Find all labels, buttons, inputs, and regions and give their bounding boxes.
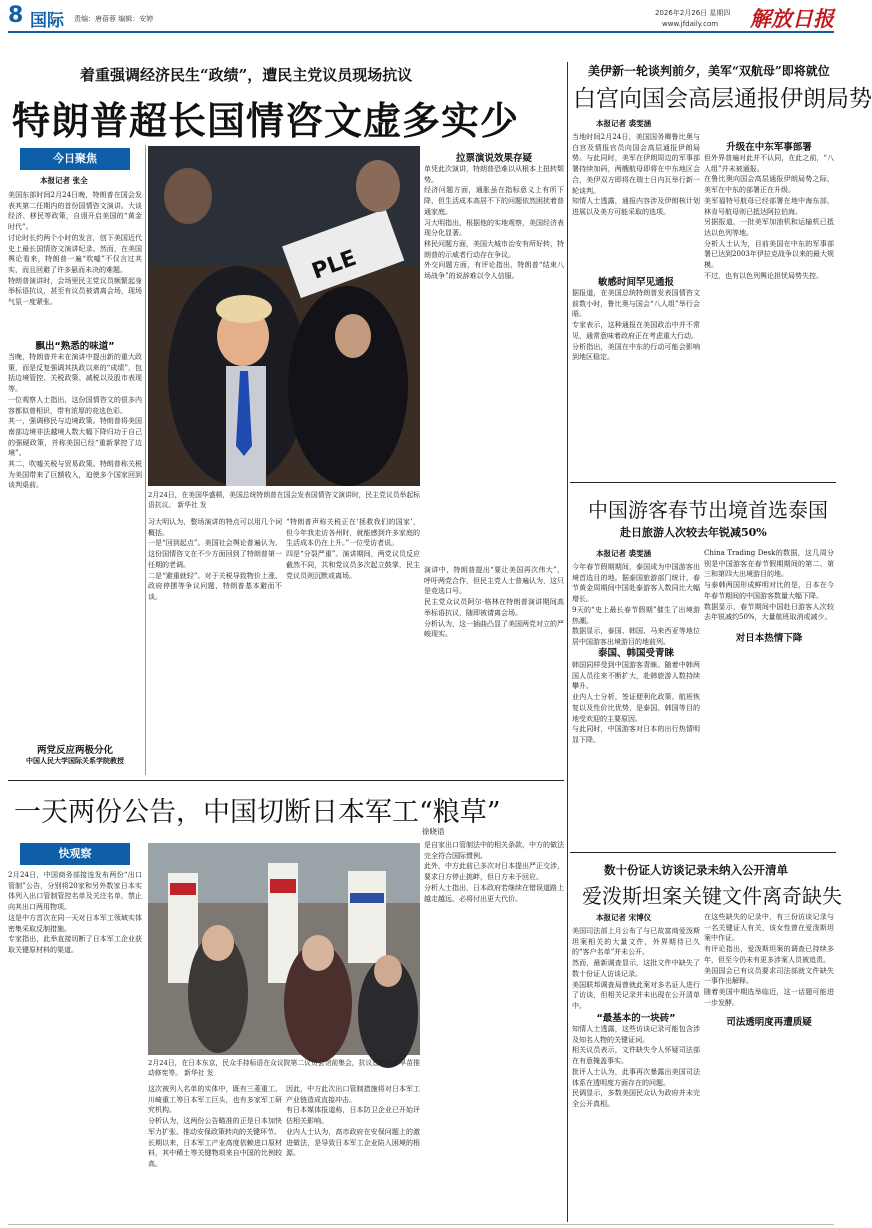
trump-col4 bbox=[424, 164, 564, 559]
tourism-headline: 中国游客春节出境首选泰国 bbox=[588, 498, 828, 522]
iran-col1-text: 当地时间2月24日，美国国务卿鲁比奥与白宫及情报官员向国会高层通报伊朗局势。与此同时，美军在伊朗周边的军事部署持续加码，两艘航母即将在中东地区会合，美伊双方即将在瑞士日内瓦举行新一轮谈判。 知情人士透露，通报内容涉及伊朗核计划进展以及美方可能采取的选项。 bbox=[572, 133, 700, 216]
japan-photo-illustration bbox=[148, 843, 420, 1055]
tourism-subhead-1: 泰国、韩国受青睐 bbox=[597, 648, 674, 659]
epstein-subhead-1: “最基本的一块砖” bbox=[596, 1013, 676, 1024]
tourism-col2 bbox=[572, 660, 700, 850]
epstein-col3 bbox=[704, 912, 834, 1010]
trump-author-note: 两党反应两极分化 bbox=[36, 745, 113, 756]
japan-photo-caption: 2月24日，在日本东京，民众手持标语在众议院第二议员会馆前集会，抗议首相高市早苗推动修宪等。 新华社 发 bbox=[148, 1059, 420, 1077]
trump-headline: 特朗普超长国情咨文虚多实少 bbox=[12, 99, 520, 143]
japan-col2 bbox=[148, 1084, 282, 1222]
japan-col3 bbox=[286, 1084, 420, 1222]
iran-col3 bbox=[704, 118, 834, 138]
japan-col4-text: 是自家出口管制法中的相关条款，中方的做法完全符合国际惯例。 此外，中方此前已多次对日本提出严正交涉，要求日方停止挑衅，但日方未予回应。 分析人士指出，日本政府若继续在错误道路上越走越远，必将付出更大代价。 bbox=[424, 841, 564, 903]
iran-byline: 本报记者 裘雯涵 bbox=[596, 119, 652, 128]
svg-text:PLE: PLE bbox=[308, 245, 360, 285]
divider-left-right bbox=[567, 62, 568, 1222]
trump-col3 bbox=[148, 517, 282, 775]
japan-col4 bbox=[424, 840, 564, 1222]
tourism-col1-text: 今年春节假期期间，泰国成为中国游客出境首选目的地。据泰国旅游部门统计，春节黄金周期间中国赴泰游客人数同比大幅增长。 9天的“史上最长春节假期”催生了出境游热潮。 数据显示，泰国、韩国、马来西亚等地位居中国游客出境游目的地前列。 bbox=[572, 563, 700, 646]
iran-subhead-2: 升级在中东军事部署 bbox=[726, 142, 812, 153]
epstein-col4 bbox=[704, 1028, 834, 1222]
tourism-col3-text: China Trading Desk的数据，这几周分别是中国游客在春节假期期间的第二、第三和第四大出境游目的地。 与泰韩两国形成鲜明对比的是，日本在今年春节期间的中国游客数量大幅下降。 数据显示，春节期间中国赴日游客人次较去年锐减约50%，大量航班取消或减少。 bbox=[704, 549, 834, 622]
tourism-col1 bbox=[572, 562, 700, 646]
epstein-col1-text: 美国司法部上月公布了与已故富商爱泼斯坦案相关的大量文件，外界期待已久的“客户名单”并未公开。 然而，最新调查显示，这批文件中缺失了数十份证人访谈记录。 美国联邦调查局曾就此案对多名证人进行了访谈，但相关记录并未出现在公开清单中。 bbox=[572, 927, 700, 1010]
trump-col2-text: 当晚，特朗普并未在演讲中提出新的重大政策，而是反复强调其执政以来的“成绩”，包括边境管控、关税政策、减税以及股市表现等。 一位观察人士指出，这份国情咨文的很多内容都似曾相识，带有浓厚的竞选色彩。 其一，强调移民与边境政策。特朗普将美国南部边境非法越境人数大幅下降归功于自己的强硬政策，并称美国已经“重新掌控了边境”。 其二，吹嘘关税与贸易政策。特朗普称关税为美国带来了巨额收入，迫使多个国家回到谈判桌前。 bbox=[8, 353, 142, 490]
iran-col2-text: 据报道，在美国总统特朗普发表国情咨文前数小时，鲁比奥与国会“八人组”举行会晤。 专家表示，这种通报在美国政治中并不常见，通常意味着政府正在考虑重大行动。 分析指出，美国在中东的行动可能会影响到地区稳定。 bbox=[572, 289, 700, 362]
newspaper-logo: 解放日报 bbox=[750, 6, 834, 31]
iran-col3-text: 但外界普遍对此并不认同，在此之前，“八人组”并未被通报。 在鲁比奥向国会高层通报伊朗局势之际，美军在中东的部署正在升级。 美军福特号航母已经部署在地中海东部，林肯号航母则已抵达阿拉伯海。 另据报道，一批美军加油机和运输机已抵达以色列等地。 分析人士认为，目前美国在中东的军事部署已达到2003年伊拉克战争以来的最大规模。 不过，也有以色列舆论担忧局势失控。 bbox=[704, 154, 834, 280]
epstein-col2 bbox=[572, 1024, 700, 1222]
japan-col1-text: 2月24日，中国商务部接连发布两份“出口管制”公告，分别将20家和另外数家日本实体列入出口管制管控名单及关注名单，禁止向其出口两用物项。 这是中方首次在同一天对日本军工领域实体密集采取反制措施。 专家指出，此举直接切断了日本军工企业获取关键原材料的渠道。 bbox=[8, 871, 142, 954]
trump-col-divider bbox=[145, 145, 146, 775]
trump-author-note2: 中国人民大学国际关系学院教授 bbox=[26, 757, 124, 765]
trump-kicker: 着重强调经济民生“政绩”，遭民主党议员现场抗议 bbox=[80, 66, 413, 84]
page-bottom-rule bbox=[8, 1224, 834, 1225]
epstein-byline: 本报记者 宋博仪 bbox=[596, 913, 652, 922]
column-tag-quick: 快观察 bbox=[20, 843, 130, 865]
japan-col2-text: 这次被列入名单的实体中，既有三菱重工、川崎重工等日本军工巨头，也有多家军工研究机构。 分析认为，这两份公告瞄准的正是日本加快军力扩张、推动安保政策转向的关键环节。 长期以来，日本军工产业高度依赖进口原材料，其中稀土等关键物项来自中国的比例较高。 bbox=[148, 1085, 282, 1168]
iran-col1 bbox=[572, 132, 700, 272]
epstein-headline: 爱泼斯坦案关键文件离奇缺失 bbox=[582, 884, 842, 908]
iran-kicker: 美伊新一轮谈判前夕，美军“双航母”即将就位 bbox=[588, 64, 830, 78]
epstein-col3-text: 在这些缺失的记录中，有三份访谈记录与一名关键证人有关，该女性曾在爱泼斯坦案中作证。 有评论指出，爱泼斯坦案的调查已持续多年，但至今仍未有更多涉案人员被追责。 美国国会已有议员要求司法部就文件缺失一事作出解释。 随着美国中期选举临近，这一话题可能进一步发酵。 bbox=[704, 913, 834, 1007]
trump-col1 bbox=[8, 190, 142, 336]
epstein-subhead-2: 司法透明度再遭质疑 bbox=[726, 1017, 812, 1028]
left-bottom-rule bbox=[8, 780, 564, 781]
epstein-col1 bbox=[572, 926, 700, 1010]
trump-byline: 本报记者 张全 bbox=[40, 176, 88, 185]
trump-col5 bbox=[286, 517, 420, 775]
epstein-col2-text: 知情人士透露，这些访谈记录可能包含涉及知名人物的关键证词。 相关议员表示，文件缺失令人怀疑司法部在有意掩盖事实。 批评人士认为，此事再次暴露出美国司法体系在透明度方面存在的问题。 民调显示，多数美国民众认为政府并未完全公开真相。 bbox=[572, 1025, 700, 1108]
trump-col1-text: 美国东部时间2月24日晚，特朗普在国会发表其第二任期内的首份国情咨文演讲。大谈经济、移民等政策，自诩开启美国的“黄金时代”。 讨论时长约两个小时的发言，创下美国近代史上最长国情咨文演讲纪录。然而，在美国舆论看来，特朗普一遍“吹嘘”不仅言过其实，而且回避了许多悬而未决的难题。 特朗普演讲时，会场里民主党议员频繁起身举标语抗议，甚至有议员被请离会场，现场气氛一度紧张。 bbox=[8, 191, 142, 307]
trump-photo-caption: 2月24日，在美国华盛顿，美国总统特朗普在国会发表国情咨文演讲时，民主党议员举起标语抗议。 新华社 发 bbox=[148, 491, 420, 509]
tourism-subtitle: 赴日旅游人次较去年锐减50% bbox=[620, 526, 767, 539]
column-tag-today: 今日聚焦 bbox=[20, 148, 130, 170]
japan-photo bbox=[148, 843, 420, 1055]
trump-col3-text: 习大明认为，整场演讲的特点可以用几个词概括。 一是“回到起点”。美国社会舆论普遍认为，这份国情咨文在不少方面回到了特朗普第一任期的老调。 二是“避重就轻”。对于关税导致物价上涨、政府停摆等争议问题，特朗普基本避而不谈。 bbox=[148, 518, 282, 601]
trump-col2 bbox=[8, 352, 142, 737]
japan-col3-text: 因此，中方此次出口管制措施将对日本军工产业链造成直接冲击。 有日本媒体报道称，日本防卫企业已开始评估相关影响。 业内人士认为，高市政府在安保问题上的激进做法，是导致日本军工企业陷入困境的根源。 bbox=[286, 1085, 420, 1158]
section-name: 国际 bbox=[30, 11, 64, 31]
trump-col5-text: “特朗普声称关税正在‘拯救我们的国家’，但今年我走访各州时，就能感到许多家庭的生活成本仍在上升。”一位受访者说。 四是“分裂严重”。演讲期间，两党议员反应截然不同，共和党议员多次起立鼓掌，民主党议员则沉默或离场。 bbox=[286, 518, 420, 580]
trump-photo bbox=[148, 146, 420, 486]
trump-col4-text: 单凭此次演讲，特朗普恐难以从根本上扭转颓势。 经济问题方面，通胀虽在指标意义上有所下降，但生活成本高居不下的问题依然困扰着普通家庭。 习大明指出，根据他的实地观察，美国经济表现分化显著。 移民问题方面，美国大城市治安有所好转，特朗普的示威者行动存在争议。 外交问题方面，有评论指出，特朗普“结束八场战争”的说辞难以令人信服。 bbox=[424, 165, 564, 281]
japan-col1 bbox=[8, 870, 142, 1222]
epstein-kicker: 数十份证人访谈记录未纳入公开清单 bbox=[604, 863, 788, 877]
website: www.jfdaily.com bbox=[662, 20, 719, 28]
trump-subhead-2: 拉票演说效果存疑 bbox=[455, 153, 532, 164]
iran-headline: 白宫向国会高层通报伊朗局势 bbox=[573, 86, 872, 112]
tourism-epstein-rule bbox=[570, 852, 836, 853]
japan-headline: 一天两份公告，中国切断日本军工“粮草” bbox=[14, 797, 501, 828]
editors-line: 责编：唐蓓蓉 编辑：安婷 bbox=[74, 15, 154, 23]
tourism-subhead-2: 对日本热情下降 bbox=[735, 633, 803, 644]
tourism-col2-text: 韩国同样受到中国游客青睐。随着中韩两国人员往来不断扩大，赴韩旅游人数持续攀升。 业内人士分析，签证便利化政策、航班恢复以及性价比优势，是泰国、韩国等目的地受欢迎的主要原因。 与此同时，中国游客对日本的出行热情明显下降。 bbox=[572, 661, 700, 744]
japan-byline: 徐晓语 bbox=[422, 827, 445, 836]
iran-col2 bbox=[572, 288, 700, 474]
tourism-byline: 本报记者 裘雯涵 bbox=[596, 549, 652, 558]
iran-tourism-rule bbox=[570, 482, 836, 483]
tourism-col3 bbox=[704, 548, 834, 628]
trump-col6-text: 演讲中，特朗普提出“要让美国再次伟大”，呼吁两党合作，但民主党人士普遍认为，这只是竞选口号。 民主党众议员阿尔·格林在特朗普演讲期间高举标语抗议，随即被请离会场。 分析认为，这一插曲凸显了美国两党对立的严峻现实。 bbox=[424, 566, 564, 639]
page-number: 8 bbox=[8, 3, 24, 28]
trump-col6 bbox=[424, 565, 564, 775]
trump-photo-illustration bbox=[148, 146, 420, 486]
header-rule bbox=[8, 31, 834, 33]
iran-subhead-1: 敏感时间罕见通报 bbox=[597, 277, 674, 288]
issue-date: 2026年2月26日 星期四 bbox=[655, 9, 731, 17]
tourism-col4 bbox=[704, 645, 834, 850]
iran-col3-body bbox=[704, 153, 834, 474]
trump-subhead-1: 飘出“熟悉的味道” bbox=[35, 341, 115, 352]
